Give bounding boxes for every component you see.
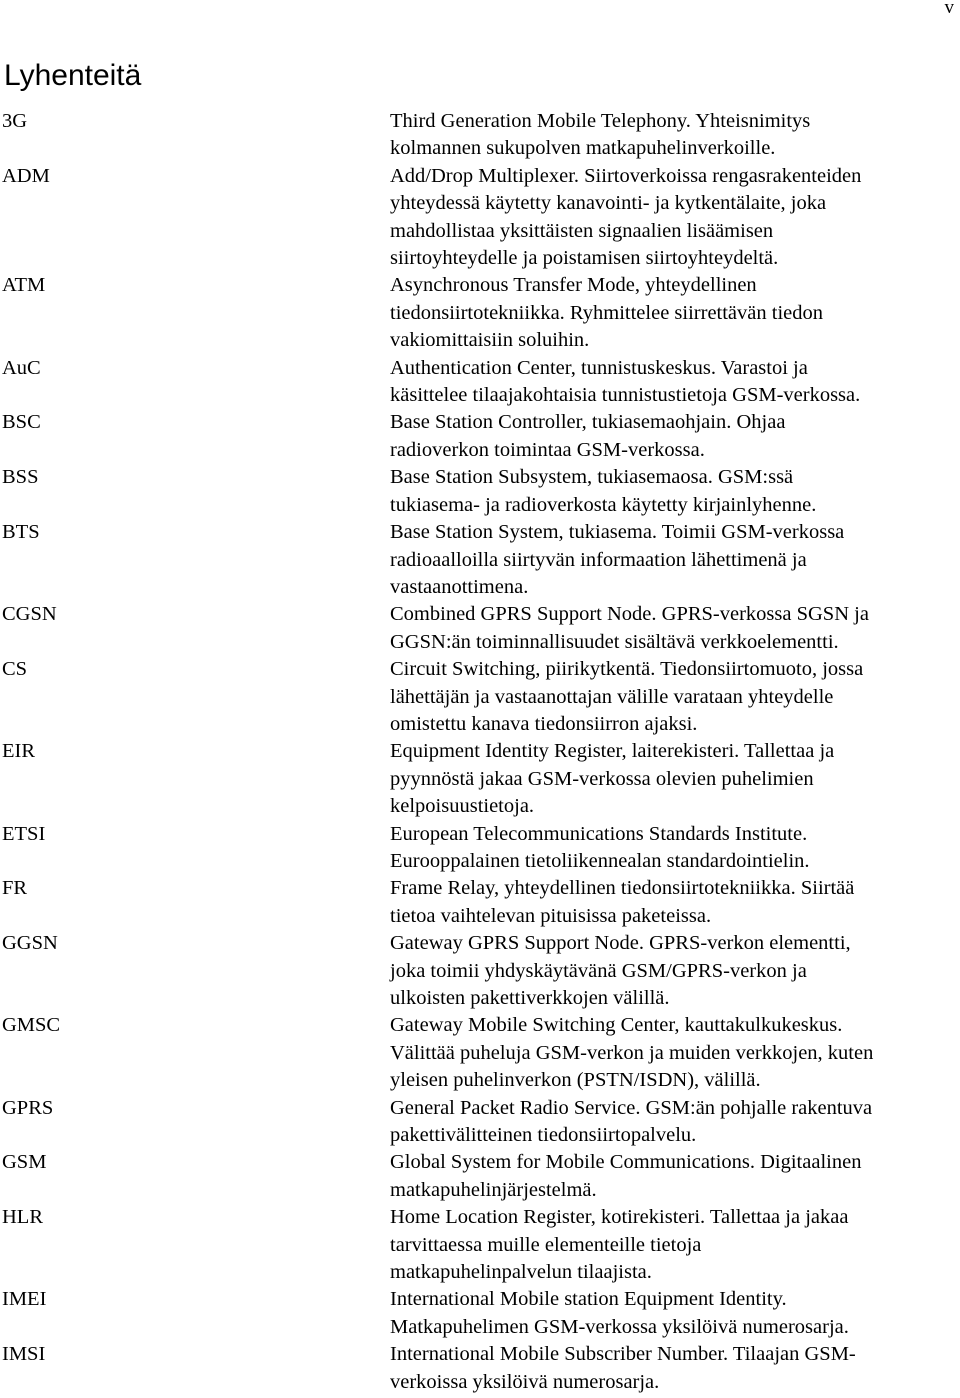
definition-line: Global System for Mobile Communications. Digitaalinen [390, 1151, 862, 1174]
definition-line: radioverkon toimintaa GSM-verkossa. [390, 438, 705, 461]
definition-line: Third Generation Mobile Telephony. Yhteisnimitys [390, 110, 811, 132]
abbreviation-entry [0, 1204, 960, 1286]
abbreviation-definition [390, 738, 955, 820]
definition-line: Gateway GPRS Support Node. GPRS-verkon elementti, [390, 932, 851, 955]
definition-line: tukiasema- ja radioverkosta käytetty kirjainlyhenne. [390, 493, 817, 516]
definition-line: lähettäjän ja vastaanottajan välille varataan yhteydelle [390, 685, 834, 708]
abbreviation-term: GGSN [2, 932, 58, 955]
definition-line: vakiomittaisiin soluihin. [390, 329, 590, 352]
abbreviation-definition [390, 1204, 955, 1286]
abbreviation-definition [390, 409, 955, 464]
page-number: v [944, 0, 954, 18]
abbreviation-definition [390, 875, 955, 930]
definition-line: siirtoyhteydelle ja poistamisen siirtoyhteydeltä. [390, 247, 779, 270]
abbreviation-term: CS [2, 658, 28, 681]
abbreviation-term: FR [2, 877, 28, 900]
definition-line: Authentication Center, tunnistuskeskus. Varastoi ja [390, 356, 808, 379]
definition-line: General Packet Radio Service. GSM:än pohjalle rakentuva [390, 1096, 873, 1119]
definition-line: pyynnöstä jakaa GSM-verkossa olevien puhelimien [390, 767, 814, 790]
abbreviation-term: CGSN [2, 603, 57, 626]
definition-line: GGSN:än toiminnallisuudet sisältävä verkkoelementti. [390, 630, 839, 653]
abbreviation-term: BTS [2, 521, 40, 544]
abbreviation-entry [0, 355, 960, 410]
definition-line: tarvittaessa muille elementeille tietoja [390, 1233, 702, 1256]
abbreviation-definition [390, 601, 955, 656]
abbreviation-entry [0, 738, 960, 820]
abbreviation-entry [0, 1149, 960, 1204]
abbreviation-term: EIR [2, 740, 36, 763]
abbreviation-term: ADM [2, 164, 50, 187]
abbreviation-list [0, 108, 960, 1396]
abbreviation-entry [0, 1341, 960, 1396]
definition-line: pakettivälitteinen tiedonsiirtopalvelu. [390, 1124, 697, 1147]
definition-line: Gateway Mobile Switching Center, kauttakulkukeskus. [390, 1014, 843, 1037]
abbreviation-term: BSC [2, 411, 41, 434]
abbreviation-definition [390, 821, 955, 876]
abbreviation-entry [0, 464, 960, 519]
abbreviation-entry [0, 108, 960, 163]
abbreviation-entry [0, 272, 960, 354]
definition-line: Base Station System, tukiasema. Toimii GSM-verkossa [390, 521, 845, 544]
definition-line: Equipment Identity Register, laiterekisteri. Tallettaa ja [390, 740, 835, 763]
abbreviation-definition [390, 1095, 955, 1150]
abbreviation-entry [0, 1012, 960, 1094]
definition-line: ulkoisten pakettiverkkojen välillä. [390, 987, 670, 1009]
abbreviation-entry [0, 656, 960, 738]
definition-line: Eurooppalainen tietoliikennealan standardointielin. [390, 849, 810, 872]
abbreviation-definition [390, 355, 955, 410]
definition-line: Circuit Switching, piirikytkentä. Tiedonsiirtomuoto, jossa [390, 658, 864, 681]
abbreviation-definition [390, 1341, 955, 1396]
abbreviation-term: HLR [2, 1206, 43, 1229]
definition-line: radioaalloilla siirtyvän informaation lähettimenä ja [390, 548, 807, 571]
abbreviation-entry [0, 821, 960, 876]
abbreviation-term: BSS [2, 466, 39, 489]
definition-line: tiedonsiirtotekniikka. Ryhmittelee siirrettävän tiedon [390, 301, 823, 324]
definition-line: verkoissa yksilöivä numerosarja. [390, 1370, 660, 1393]
definition-line: omistettu kanava tiedonsiirron ajaksi. [390, 712, 698, 735]
abbreviation-definition [390, 464, 955, 519]
abbreviation-term: ETSI [2, 822, 46, 845]
abbreviation-term: AuC [2, 356, 41, 379]
definition-line: Asynchronous Transfer Mode, yhteydellinen [390, 274, 757, 297]
abbreviation-definition [390, 1286, 955, 1341]
definition-line: kolmannen sukupolven matkapuhelinverkoille. [390, 137, 776, 160]
definition-line: Välittää puheluja GSM-verkon ja muiden verkkojen, kuten [390, 1041, 874, 1064]
abbreviation-term: 3G [2, 110, 28, 132]
page-title: Lyhenteitä [4, 59, 142, 92]
definition-line: matkapuhelinjärjestelmä. [390, 1178, 597, 1201]
abbreviation-definition [390, 163, 955, 273]
definition-line: yhteydessä käytetty kanavointi- ja kytkentälaite, joka [390, 192, 827, 215]
abbreviation-term: GPRS [2, 1096, 54, 1119]
definition-line: tietoa vaihtelevan pituisissa paketeissa. [390, 904, 712, 927]
definition-line: joka toimii yhdyskäytävänä GSM/GPRS-verkon ja [390, 959, 807, 982]
abbreviation-term: ATM [2, 274, 46, 297]
definition-line: International Mobile Subscriber Number. Tilaajan GSM- [390, 1343, 856, 1366]
abbreviation-term: IMSI [2, 1343, 46, 1366]
abbreviation-term: IMEI [2, 1288, 47, 1311]
abbreviation-definition [390, 1012, 955, 1094]
abbreviation-definition [390, 272, 955, 354]
abbreviation-entry [0, 930, 960, 1012]
abbreviation-definition [390, 1149, 955, 1204]
definition-line: mahdollistaa yksittäisten signaalien lisäämisen [390, 219, 774, 242]
definition-line: Frame Relay, yhteydellinen tiedonsiirtotekniikka. Siirtää [390, 877, 855, 900]
definition-line: matkapuhelinpalvelun tilaajista. [390, 1261, 652, 1284]
definition-line: vastaanottimena. [390, 575, 529, 598]
definition-line: Home Location Register, kotirekisteri. Tallettaa ja jakaa [390, 1206, 849, 1229]
definition-line: yleisen puhelinverkon (PSTN/ISDN), välillä. [390, 1069, 761, 1092]
abbreviation-entry [0, 409, 960, 464]
abbreviation-entry [0, 601, 960, 656]
abbreviation-entry [0, 1095, 960, 1150]
definition-line: European Telecommunications Standards Institute. [390, 822, 808, 845]
abbreviation-definition [390, 656, 955, 738]
definition-line: Add/Drop Multiplexer. Siirtoverkoissa rengasrakenteiden [390, 164, 862, 187]
abbreviation-definition [390, 519, 955, 601]
abbreviation-entry [0, 519, 960, 601]
abbreviation-definition [390, 108, 955, 163]
abbreviation-entry [0, 875, 960, 930]
definition-line: Combined GPRS Support Node. GPRS-verkossa SGSN ja [390, 603, 869, 626]
abbreviation-term: GSM [2, 1151, 47, 1174]
definition-line: Base Station Controller, tukiasemaohjain. Ohjaa [390, 411, 786, 434]
definition-line: kelpoisuustietoja. [390, 795, 535, 818]
definition-line: Matkapuhelimen GSM-verkossa yksilöivä numerosarja. [390, 1315, 849, 1338]
definition-line: käsittelee tilaajakohtaisia tunnistustietoja GSM-verkossa. [390, 384, 861, 407]
abbreviation-entry [0, 163, 960, 273]
abbreviation-entry [0, 1286, 960, 1341]
abbreviation-term: GMSC [2, 1014, 61, 1037]
abbreviation-definition [390, 930, 955, 1012]
definition-line: International Mobile station Equipment Identity. [390, 1288, 787, 1311]
definition-line: Base Station Subsystem, tukiasemaosa. GSM:ssä [390, 466, 794, 489]
